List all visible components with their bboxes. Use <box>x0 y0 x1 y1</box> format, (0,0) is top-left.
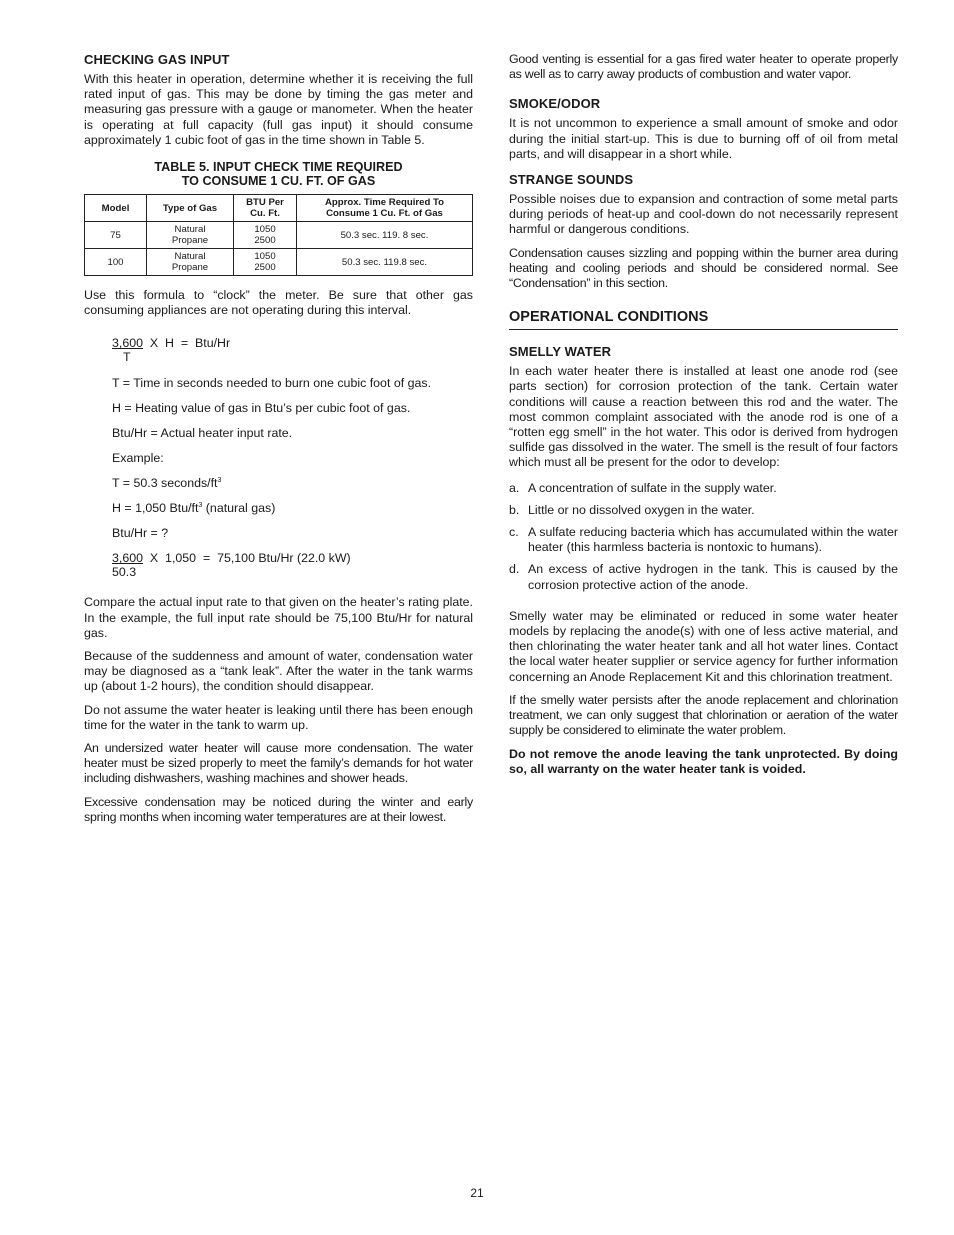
formula-block <box>112 336 473 579</box>
table-caption <box>84 160 473 188</box>
formula-rest: X H = Btu/Hr <box>143 336 231 351</box>
cell-btu <box>234 222 297 249</box>
checking-gas-input-paragraph: With this heater in operation, determine whether it is receiving the full rated input of gas. This may be done by timing the gas meter and measuring gas pressure with a gauge or manometer. When the heater is operating at full capacity (full gas input) it should consume approximately 1 cubic foot of gas in the time shown in Table 5. <box>84 72 473 147</box>
definition-t: T = Time in seconds needed to burn one cubic foot of gas. <box>112 376 432 391</box>
cell-time: 50.3 sec. 119. 8 sec. <box>297 222 473 249</box>
example-h-superscript: 3 <box>198 502 203 510</box>
checking-gas-input-heading: CHECKING GAS INPUT <box>84 52 230 67</box>
definition-btu: Btu/Hr = Actual heater input rate. <box>112 426 293 441</box>
header-approx-time: Approx. Time Required To Consume 1 Cu. Ft. of Gas <box>297 195 473 222</box>
example-t-text: T = 50.3 seconds/ft <box>112 476 218 491</box>
table-caption-line-1: TABLE 5. INPUT CHECK TIME REQUIRED <box>154 160 403 175</box>
list-item <box>509 525 898 555</box>
list-item <box>509 481 898 496</box>
compare-paragraph: Compare the actual input rate to that given on the heater’s rating plate. In the example, the full input rate should be 75,100 Btu/Hr for natural gas. <box>84 595 473 640</box>
list-letter: b. <box>509 502 520 517</box>
page-number: 21 <box>470 1186 484 1200</box>
formula-numerator: 3,600 <box>112 336 144 351</box>
table-header-row <box>85 195 473 222</box>
persists-paragraph: If the smelly water persists after the anode replacement and chlorination treatment, we can only suggest that chlorination or aeration of the water supply be considered to eliminate the water problem. <box>509 692 898 738</box>
example-h <box>112 501 473 516</box>
cell-gas-type <box>147 249 234 276</box>
suddenness-paragraph: Because of the suddenness and amount of water, condensation water may be diagnosed as a “tank leak”. After the water in the tank warms up (about 1-2 hours), the condition should disappear. <box>84 649 473 694</box>
cell-model: 100 <box>85 249 147 276</box>
example-t-superscript: 3 <box>217 477 222 485</box>
btu-propane: 2500 <box>254 235 276 247</box>
gas-propane: Propane <box>171 262 209 274</box>
calc-rest: X 1,050 = 75,100 Btu/Hr (22.0 kW) <box>143 551 351 566</box>
calc-denominator: 50.3 <box>112 565 137 580</box>
eliminate-paragraph: Smelly water may be eliminated or reduced in some water heater models by replacing the anode(s) with one of less active material, and then chlorinating the water heater tank and all hot water lines. Contact the local water heater supplier or service agency for further information concerning an Anode Replacement Kit and this chlorination treatment. <box>509 608 898 684</box>
anode-warning-paragraph: Do not remove the anode leaving the tank unprotected. By doing so, all warranty on the water heater tank is voided. <box>509 746 898 776</box>
example-t <box>112 476 473 491</box>
formula-denominator: T <box>123 350 131 365</box>
venting-paragraph: Good venting is essential for a gas fired water heater to operate properly as well as to carry away products of combustion and water vapor. <box>509 52 898 82</box>
input-check-table <box>84 194 473 276</box>
factors-list <box>509 481 898 593</box>
excessive-condensation-paragraph: Excessive condensation may be noticed during the winter and early spring months when incoming water temperatures are at their lowest. <box>84 794 473 824</box>
formula-main <box>112 336 473 364</box>
example-h-text: H = 1,050 Btu/ft <box>112 501 199 516</box>
right-column <box>509 52 898 785</box>
header-type-of-gas: Type of Gas <box>147 195 234 222</box>
btu-propane: 2500 <box>254 262 276 274</box>
list-item <box>509 503 898 518</box>
definition-h: H = Heating value of gas in Btu’s per cubic foot of gas. <box>112 401 411 416</box>
cell-btu <box>234 249 297 276</box>
calculation <box>112 551 473 579</box>
strange-sounds-heading: STRANGE SOUNDS <box>509 172 634 188</box>
cell-gas-type <box>147 222 234 249</box>
smoke-odor-paragraph: It is not uncommon to experience a small amount of smoke and odor during the initial start-up. This is due to burning off of oil from metal parts, and will disappear in a short while. <box>509 116 898 161</box>
cell-time: 50.3 sec. 119.8 sec. <box>297 249 473 276</box>
strange-sounds-paragraph: Possible noises due to expansion and contraction of some metal parts during periods of heat-up and cool-down do not necessarily represent harmful or dangerous conditions. <box>509 192 898 237</box>
list-letter: a. <box>509 480 520 495</box>
table-caption-line-2: TO CONSUME 1 CU. FT. OF GAS <box>181 174 376 189</box>
table-row <box>85 249 473 276</box>
calc-numerator: 3,600 <box>112 551 144 566</box>
list-text: A concentration of sulfate in the supply water. <box>528 480 777 495</box>
gas-propane: Propane <box>171 235 209 247</box>
undersized-paragraph: An undersized water heater will cause more condensation. The water heater must be sized properly to meet the family’s demands for hot water including dishwashers, washing machines and shower heads. <box>84 741 473 786</box>
header-model: Model <box>85 195 147 222</box>
example-label: Example: <box>112 451 164 466</box>
formula-intro-paragraph: Use this formula to “clock” the meter. Be sure that other gas consuming appliances are not operating during this interval. <box>84 288 473 318</box>
smelly-water-paragraph: In each water heater there is installed at least one anode rod (see parts section) for corrosion protection of the tank. Certain water conditions will cause a reaction between this rod and the water. The most common complaint associated with the anode rod is one of a “rotten egg smell” in the hot water. This odor is derived from hydrogen sulfide gas dissolved in the water. The smell is the result of four factors which must all be present for the odor to develop: <box>509 364 898 470</box>
cell-model: 75 <box>85 222 147 249</box>
example-h-tail: (natural gas) <box>202 501 276 516</box>
table-row <box>85 222 473 249</box>
smelly-water-heading: SMELLY WATER <box>509 344 612 360</box>
list-text: An excess of active hydrogen in the tank. This is caused by the corrosion protective action of the anode. <box>528 562 898 592</box>
list-letter: d. <box>509 562 520 577</box>
gas-natural: Natural <box>174 224 206 236</box>
list-letter: c. <box>509 525 519 540</box>
example-btu: Btu/Hr = ? <box>112 526 169 541</box>
btu-natural: 1050 <box>254 251 276 263</box>
smoke-odor-heading: SMOKE/ODOR <box>509 96 601 112</box>
header-btu: BTU Per Cu. Ft. <box>234 195 297 222</box>
list-text: Little or no dissolved oxygen in the water. <box>528 502 755 517</box>
operational-conditions-heading: OPERATIONAL CONDITIONS <box>509 309 898 330</box>
list-text: A sulfate reducing bacteria which has accumulated within the water heater (this harmless bacteria is nontoxic to humans). <box>528 525 898 555</box>
left-column <box>84 52 473 833</box>
gas-natural: Natural <box>174 251 206 263</box>
btu-natural: 1050 <box>254 224 276 236</box>
condensation-paragraph: Condensation causes sizzling and popping within the burner area during heating and cooling periods and should be considered normal. See “Condensation” in this section. <box>509 245 898 291</box>
list-item <box>509 562 898 592</box>
do-not-assume-paragraph: Do not assume the water heater is leaking until there has been enough time for the water in the tank to warm up. <box>84 702 473 732</box>
